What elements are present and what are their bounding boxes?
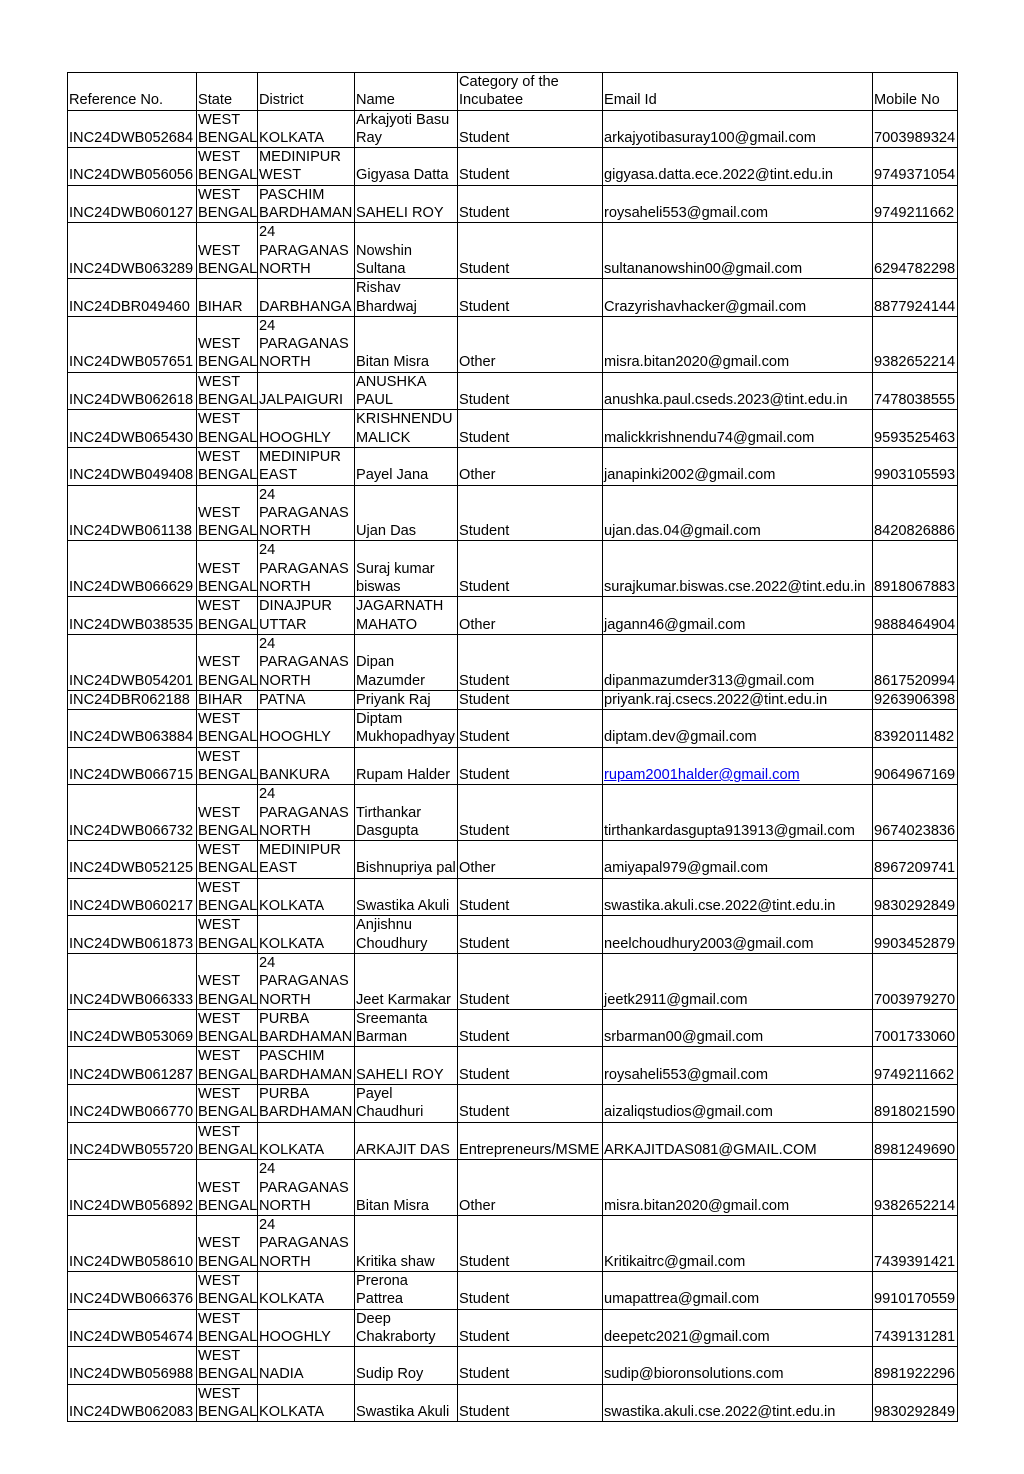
cell-reference-no: INC24DWB056892 [68, 1160, 197, 1216]
cell-state: WEST BENGAL [198, 1123, 258, 1158]
cell-email: arkajyotibasuray100@gmail.com [603, 110, 873, 148]
cell-name: Sreemanta Barman [355, 1009, 458, 1047]
cell-state: WEST BENGAL [198, 917, 258, 952]
cell-mobile: 9382652214 [873, 316, 958, 372]
cell-district: 24 PARAGANAS NORTH [258, 1160, 355, 1216]
cell-district: PURBA BARDHAMAN [258, 1009, 355, 1047]
cell-state: WEST BENGAL [198, 1273, 258, 1308]
cell-mobile: 7439131281 [873, 1309, 958, 1347]
table-row [68, 185, 958, 223]
cell-email: amiyapal979@gmail.com [603, 841, 873, 879]
cell-mobile: 9830292849 [873, 1384, 958, 1422]
cell-mobile: 6294782298 [873, 223, 958, 279]
table-row [68, 953, 958, 1009]
cell-district: MEDINIPUR EAST [258, 447, 355, 485]
cell-state: WEST BENGAL [198, 186, 258, 222]
table-row [68, 1160, 958, 1216]
cell-reference-no: INC24DWB061287 [68, 1047, 197, 1085]
cell-district: KOLKATA [258, 1122, 355, 1160]
cell-category: Student [458, 148, 603, 186]
cell-mobile: 9903452879 [873, 916, 958, 954]
header-state: State [197, 73, 258, 111]
cell-state: WEST BENGAL [197, 785, 258, 841]
cell-name: Prerona Pattrea [355, 1272, 458, 1310]
cell-district: PATNA [258, 690, 355, 709]
cell-reference-no: INC24DWB049408 [68, 447, 197, 485]
cell-name: Rupam Halder [355, 747, 458, 785]
cell-name: Tirthankar Dasgupta [355, 785, 458, 841]
cell-name: Kritika shaw [355, 1216, 458, 1272]
cell-email: ujan.das.04@gmail.com [603, 485, 873, 541]
cell-state: BIHAR [197, 279, 258, 317]
cell-mobile: 9888464904 [873, 597, 958, 635]
cell-category: Student [458, 1009, 603, 1047]
cell-reference-no: INC24DWB061873 [68, 916, 197, 954]
table-row [68, 690, 958, 709]
cell-category: Student [458, 747, 603, 785]
cell-district: HOOGHLY [258, 710, 355, 748]
cell-reference-no: INC24DWB063289 [68, 223, 197, 279]
cell-email: jagann46@gmail.com [603, 597, 873, 635]
cell-state: WEST BENGAL [198, 1010, 258, 1046]
cell-name: Bishnupriya pal [355, 841, 458, 879]
cell-category: Entrepreneurs/MSME [458, 1122, 603, 1160]
cell-mobile: 7478038555 [873, 372, 958, 410]
table-row [68, 916, 958, 954]
cell-name: Payel Jana [355, 447, 458, 485]
cell-reference-no: INC24DWB056988 [68, 1347, 197, 1385]
cell-district: KOLKATA [258, 878, 355, 916]
cell-name: Bitan Misra [355, 1160, 458, 1216]
cell-district: DARBHANGA [258, 279, 355, 317]
cell-email: srbarman00@gmail.com [603, 1009, 873, 1047]
cell-reference-no: INC24DWB055720 [68, 1122, 197, 1160]
cell-district: KOLKATA [258, 1384, 355, 1422]
header-reference-no: Reference No. [68, 73, 197, 111]
cell-reference-no: INC24DWB052684 [68, 110, 197, 148]
cell-state: WEST BENGAL [198, 149, 258, 184]
table-row [68, 223, 958, 279]
table-row [68, 1085, 958, 1123]
cell-category: Student [458, 878, 603, 916]
cell-mobile: 9674023836 [873, 785, 958, 841]
cell-name: Jeet Karmakar [355, 953, 458, 1009]
cell-category: Student [458, 410, 603, 448]
cell-email: dipanmazumder313@gmail.com [603, 634, 873, 690]
cell-category: Student [458, 1272, 603, 1310]
cell-state: WEST BENGAL [198, 842, 258, 877]
cell-email: surajkumar.biswas.cse.2022@tint.edu.in [603, 541, 873, 597]
cell-category: Student [458, 953, 603, 1009]
cell-state: WEST BENGAL [198, 1348, 258, 1383]
cell-reference-no: INC24DWB063884 [68, 710, 197, 748]
cell-reference-no: INC24DBR049460 [68, 279, 197, 317]
cell-category: Other [458, 316, 603, 372]
cell-district: 24 PARAGANAS NORTH [258, 953, 355, 1009]
cell-mobile: 8981922296 [873, 1347, 958, 1385]
cell-district: MEDINIPUR EAST [258, 841, 355, 879]
cell-name: Nowshin Sultana [355, 223, 458, 279]
table-row [68, 878, 958, 916]
cell-name: Dipan Mazumder [355, 634, 458, 690]
cell-email: roysaheli553@gmail.com [603, 1047, 873, 1085]
cell-email: ARKAJITDAS081@GMAIL.COM [603, 1122, 873, 1160]
cell-mobile: 9263906398 [873, 690, 958, 709]
cell-mobile: 9910170559 [873, 1272, 958, 1310]
registrations-table [67, 72, 958, 1422]
cell-state: WEST BENGAL [197, 485, 258, 541]
table-row [68, 841, 958, 879]
cell-mobile: 8877924144 [873, 279, 958, 317]
cell-state: WEST BENGAL [198, 1385, 258, 1421]
cell-state: WEST BENGAL [197, 223, 258, 279]
cell-category: Student [458, 634, 603, 690]
cell-email [603, 747, 873, 785]
cell-category: Student [458, 110, 603, 148]
cell-name: ARKAJIT DAS [355, 1122, 458, 1160]
cell-reference-no: INC24DWB066376 [68, 1272, 197, 1310]
cell-mobile: 9382652214 [873, 1160, 958, 1216]
cell-state: WEST BENGAL [197, 541, 258, 597]
cell-district: NADIA [258, 1347, 355, 1385]
cell-email: roysaheli553@gmail.com [603, 185, 873, 223]
cell-email: gigyasa.datta.ece.2022@tint.edu.in [603, 148, 873, 186]
cell-category: Student [458, 541, 603, 597]
cell-district: PURBA BARDHAMAN [258, 1085, 355, 1123]
cell-reference-no: INC24DWB060127 [68, 185, 197, 223]
header-district: District [258, 73, 355, 111]
cell-state: WEST BENGAL [198, 1048, 258, 1083]
cell-district: PASCHIM BARDHAMAN [258, 185, 355, 223]
cell-name: Arkajyoti Basu Ray [355, 110, 458, 148]
cell-mobile: 7003989324 [873, 110, 958, 148]
cell-state: WEST BENGAL [197, 634, 258, 690]
cell-mobile: 9749371054 [873, 148, 958, 186]
cell-category: Other [458, 597, 603, 635]
cell-email: tirthankardasgupta913913@gmail.com [603, 785, 873, 841]
cell-category: Student [458, 710, 603, 748]
cell-category: Student [458, 1085, 603, 1123]
cell-mobile: 8967209741 [873, 841, 958, 879]
cell-district: 24 PARAGANAS NORTH [258, 785, 355, 841]
cell-name: Swastika Akuli [355, 878, 458, 916]
cell-reference-no: INC24DWB066629 [68, 541, 197, 597]
cell-state: BIHAR [197, 690, 258, 709]
cell-mobile: 7001733060 [873, 1009, 958, 1047]
cell-email: umapattrea@gmail.com [603, 1272, 873, 1310]
cell-mobile: 9064967169 [873, 747, 958, 785]
cell-email: swastika.akuli.cse.2022@tint.edu.in [603, 878, 873, 916]
cell-mobile: 7439391421 [873, 1216, 958, 1272]
table-row [68, 1216, 958, 1272]
table-row [68, 1272, 958, 1310]
cell-state: WEST BENGAL [198, 1310, 258, 1345]
table-row [68, 372, 958, 410]
cell-email: jeetk2911@gmail.com [603, 953, 873, 1009]
cell-reference-no: INC24DWB065430 [68, 410, 197, 448]
cell-reference-no: INC24DWB061138 [68, 485, 197, 541]
table-row [68, 447, 958, 485]
cell-state: WEST BENGAL [197, 316, 258, 372]
cell-name: KRISHNENDU MALICK [355, 410, 458, 448]
cell-reference-no: INC24DWB054674 [68, 1309, 197, 1347]
cell-email: priyank.raj.csecs.2022@tint.edu.in [603, 690, 873, 709]
table-row [68, 747, 958, 785]
cell-district: HOOGHLY [258, 410, 355, 448]
cell-reference-no: INC24DWB057651 [68, 316, 197, 372]
cell-email: Kritikaitrc@gmail.com [603, 1216, 873, 1272]
cell-email: misra.bitan2020@gmail.com [603, 1160, 873, 1216]
cell-district: 24 PARAGANAS NORTH [258, 485, 355, 541]
cell-state: WEST BENGAL [198, 1086, 258, 1121]
cell-district: MEDINIPUR WEST [258, 148, 355, 186]
table-row [68, 316, 958, 372]
cell-name: ANUSHKA PAUL [355, 372, 458, 410]
cell-state: WEST BENGAL [198, 411, 258, 446]
cell-category: Student [458, 372, 603, 410]
table-row [68, 541, 958, 597]
cell-reference-no: INC24DWB052125 [68, 841, 197, 879]
cell-email: swastika.akuli.cse.2022@tint.edu.in [603, 1384, 873, 1422]
cell-reference-no: INC24DWB066732 [68, 785, 197, 841]
cell-reference-no: INC24DWB054201 [68, 634, 197, 690]
table-row [68, 279, 958, 317]
cell-district: 24 PARAGANAS NORTH [258, 541, 355, 597]
cell-mobile: 8918067883 [873, 541, 958, 597]
cell-state: WEST BENGAL [197, 1216, 258, 1272]
cell-district: KOLKATA [258, 916, 355, 954]
cell-email: sultananowshin00@gmail.com [603, 223, 873, 279]
table-row [68, 634, 958, 690]
cell-category: Student [458, 785, 603, 841]
cell-category: Student [458, 185, 603, 223]
table-row [68, 597, 958, 635]
cell-name: Swastika Akuli [355, 1384, 458, 1422]
cell-email: deepetc2021@gmail.com [603, 1309, 873, 1347]
cell-reference-no: INC24DWB053069 [68, 1009, 197, 1047]
cell-mobile: 9749211662 [873, 1047, 958, 1085]
cell-reference-no: INC24DWB066715 [68, 747, 197, 785]
cell-reference-no: INC24DWB066333 [68, 953, 197, 1009]
cell-reference-no: INC24DWB062083 [68, 1384, 197, 1422]
cell-email: malickkrishnendu74@gmail.com [603, 410, 873, 448]
cell-district: 24 PARAGANAS NORTH [258, 634, 355, 690]
cell-name: Ujan Das [355, 485, 458, 541]
cell-district: 24 PARAGANAS NORTH [258, 223, 355, 279]
table-row [68, 1122, 958, 1160]
cell-reference-no: INC24DWB056056 [68, 148, 197, 186]
table-row [68, 1047, 958, 1085]
cell-category: Other [458, 841, 603, 879]
cell-state: WEST BENGAL [197, 1160, 258, 1216]
cell-category: Student [458, 1047, 603, 1085]
cell-name: Priyank Raj [355, 690, 458, 709]
header-email: Email Id [603, 73, 873, 111]
cell-mobile: 9830292849 [873, 878, 958, 916]
cell-state: WEST BENGAL [198, 373, 258, 409]
cell-state: WEST BENGAL [198, 711, 258, 746]
cell-category: Other [458, 1160, 603, 1216]
cell-mobile: 8981249690 [873, 1122, 958, 1160]
cell-category: Student [458, 223, 603, 279]
cell-state: WEST BENGAL [198, 448, 258, 484]
cell-name: Diptam Mukhopadhyay [355, 710, 458, 748]
table-row [68, 148, 958, 186]
cell-name: SAHELI ROY [355, 185, 458, 223]
cell-mobile: 7003979270 [873, 953, 958, 1009]
table-row [68, 410, 958, 448]
cell-email: sudip@bioronsolutions.com [603, 1347, 873, 1385]
cell-district: DINAJPUR UTTAR [258, 597, 355, 635]
cell-name: Deep Chakraborty [355, 1309, 458, 1347]
cell-category: Student [458, 1347, 603, 1385]
cell-reference-no: INC24DWB062618 [68, 372, 197, 410]
cell-district: BANKURA [258, 747, 355, 785]
table-body [68, 110, 958, 1422]
cell-email: Crazyrishavhacker@gmail.com [603, 279, 873, 317]
cell-reference-no: INC24DWB066770 [68, 1085, 197, 1123]
cell-district: KOLKATA [258, 1272, 355, 1310]
cell-email: neelchoudhury2003@gmail.com [603, 916, 873, 954]
cell-category: Student [458, 916, 603, 954]
cell-reference-no: INC24DWB038535 [68, 597, 197, 635]
cell-state: WEST BENGAL [197, 953, 258, 1009]
cell-mobile: 8617520994 [873, 634, 958, 690]
cell-category: Other [458, 447, 603, 485]
cell-category: Student [458, 279, 603, 317]
table-row [68, 1009, 958, 1047]
cell-name: Sudip Roy [355, 1347, 458, 1385]
cell-email: misra.bitan2020@gmail.com [603, 316, 873, 372]
cell-reference-no: INC24DWB060217 [68, 878, 197, 916]
header-category: Category of the Incubatee [458, 73, 603, 111]
cell-mobile: 8392011482 [873, 710, 958, 748]
table-row [68, 1309, 958, 1347]
cell-mobile: 9903105593 [873, 447, 958, 485]
cell-mobile: 9749211662 [873, 185, 958, 223]
cell-category: Student [458, 1384, 603, 1422]
table-row [68, 1384, 958, 1422]
cell-email: anushka.paul.cseds.2023@tint.edu.in [603, 372, 873, 410]
cell-district: 24 PARAGANAS NORTH [258, 1216, 355, 1272]
cell-name: Anjishnu Choudhury [355, 916, 458, 954]
cell-name: SAHELI ROY [355, 1047, 458, 1085]
cell-name: Bitan Misra [355, 316, 458, 372]
cell-mobile: 9593525463 [873, 410, 958, 448]
cell-state: WEST BENGAL [198, 111, 258, 146]
cell-category: Student [458, 485, 603, 541]
cell-email: diptam.dev@gmail.com [603, 710, 873, 748]
cell-state: WEST BENGAL [198, 598, 258, 633]
table-row [68, 485, 958, 541]
cell-district: 24 PARAGANAS NORTH [258, 316, 355, 372]
cell-category: Student [458, 1216, 603, 1272]
cell-district: PASCHIM BARDHAMAN [258, 1047, 355, 1085]
header-row [68, 73, 958, 111]
header-name: Name [355, 73, 458, 111]
cell-reference-no: INC24DWB058610 [68, 1216, 197, 1272]
cell-name: Suraj kumar biswas [355, 541, 458, 597]
cell-email: aizaliqstudios@gmail.com [603, 1085, 873, 1123]
cell-district: KOLKATA [258, 110, 355, 148]
cell-name: Payel Chaudhuri [355, 1085, 458, 1123]
email-link[interactable]: rupam2001halder@gmail.com [604, 766, 800, 783]
cell-district: JALPAIGURI [258, 372, 355, 410]
cell-category: Student [458, 690, 603, 709]
cell-category: Student [458, 1309, 603, 1347]
table-row [68, 710, 958, 748]
header-mobile: Mobile No [873, 73, 958, 111]
table-row [68, 110, 958, 148]
cell-name: Rishav Bhardwaj [355, 279, 458, 317]
cell-name: Gigyasa Datta [355, 148, 458, 186]
cell-mobile: 8918021590 [873, 1085, 958, 1123]
cell-reference-no: INC24DBR062188 [68, 690, 197, 709]
cell-state: WEST BENGAL [198, 748, 258, 783]
cell-email: janapinki2002@gmail.com [603, 447, 873, 485]
cell-name: JAGARNATH MAHATO [355, 597, 458, 635]
cell-state: WEST BENGAL [198, 879, 258, 915]
table-row [68, 785, 958, 841]
table-row [68, 1347, 958, 1385]
cell-mobile: 8420826886 [873, 485, 958, 541]
cell-district: HOOGHLY [258, 1309, 355, 1347]
